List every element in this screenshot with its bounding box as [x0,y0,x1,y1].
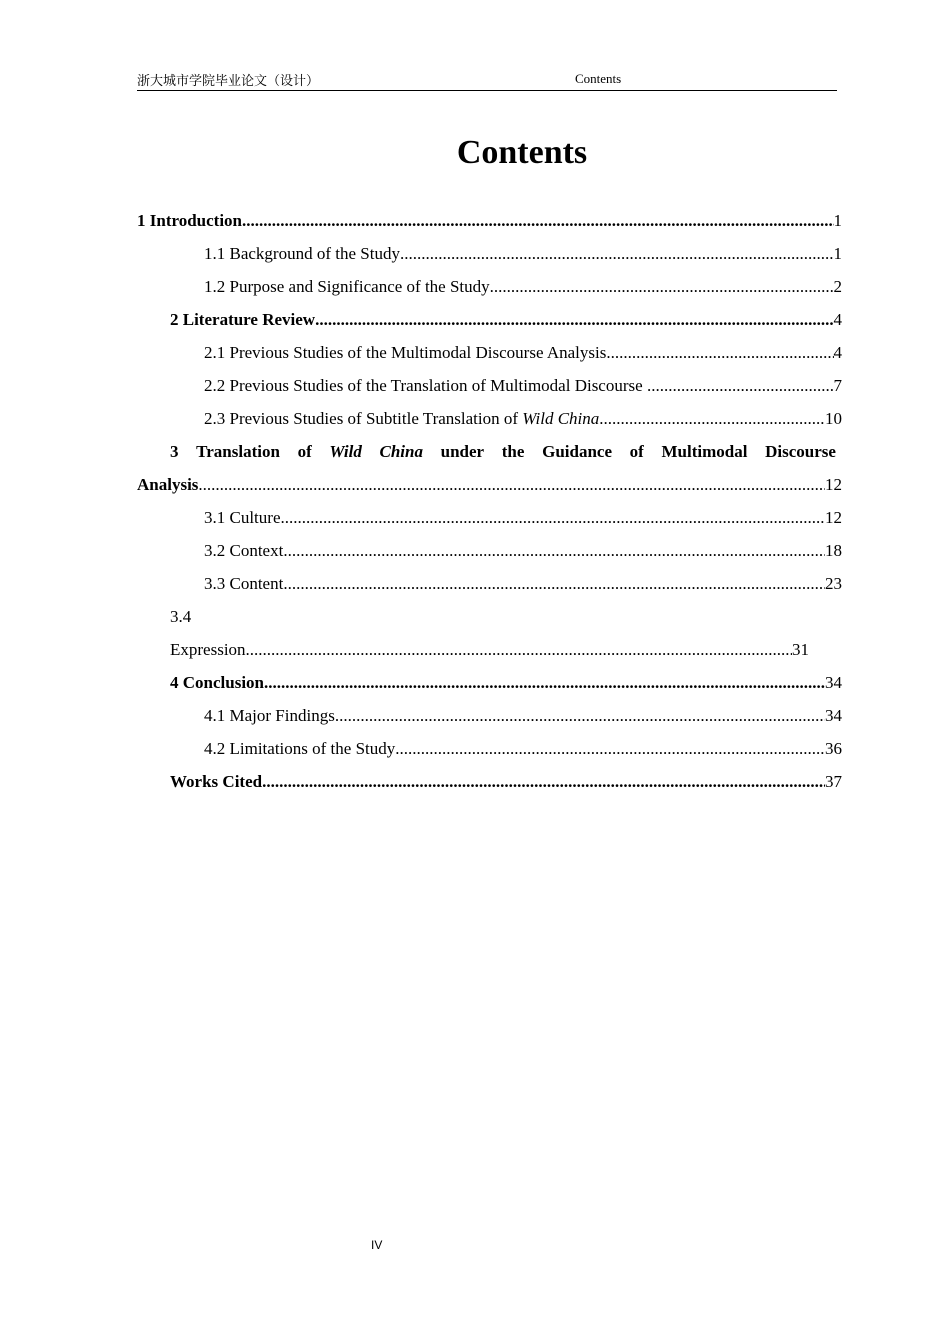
toc-label: 3.1 Culture [204,508,281,527]
toc-entry-multimodal-studies[interactable] [204,336,842,369]
toc-entry-translation-heading[interactable] [170,435,836,468]
toc-word: of [629,442,644,461]
toc-word: Wild [329,442,362,461]
toc-entry-purpose[interactable] [204,270,842,303]
toc-entry-content[interactable] [204,567,842,600]
toc-word: Translation [196,442,280,461]
toc-word: China [379,442,423,461]
toc-page: 4 [833,343,842,362]
toc-label: 4 Conclusion [170,673,264,692]
header-left: 浙大城市学院毕业论文（设计） [137,73,320,88]
toc-entry-culture[interactable] [204,501,842,534]
toc-label-text: 2.3 Previous Studies of Subtitle Translation of [204,409,523,428]
toc-page: 31 [792,640,809,659]
toc-leader [647,369,834,402]
toc-leader [315,303,833,336]
toc-leader [490,270,834,303]
toc-page: 1 [833,244,842,263]
toc-leader [599,402,825,435]
toc-leader [283,534,825,567]
toc-leader [400,237,834,270]
toc-label-italic: Wild China [522,409,600,428]
toc-word: Multimodal [661,442,748,461]
toc-entry-context[interactable] [204,534,842,567]
toc-leader [198,468,825,501]
toc-leader [283,567,825,600]
toc-entry-conclusion[interactable] [170,666,842,699]
toc-entry-major-findings[interactable] [204,699,842,732]
toc-leader [281,501,826,534]
toc-page: 12 [825,508,842,527]
toc-label: 1.1 Background of the Study [204,244,400,263]
toc-page: 23 [825,574,842,593]
toc-page: 2 [833,277,842,296]
page-title: Contents [456,134,588,171]
toc-page: 36 [825,739,842,758]
toc-page: 18 [825,541,842,560]
toc-label: 4.2 Limitations of the Study [204,739,396,758]
toc-page: 10 [825,409,842,428]
toc-entry-translation-studies[interactable] [204,369,842,402]
toc-leader [606,336,833,369]
toc-word: the [501,442,525,461]
toc-label: 1.2 Purpose and Significance of the Study [204,277,490,296]
toc-entry-background[interactable] [204,237,842,270]
toc-entry-literature-review[interactable] [170,303,842,336]
toc-page: 34 [825,706,842,725]
toc-word: of [297,442,312,461]
page-header [137,70,837,91]
toc-page: 4 [833,310,842,329]
toc-label: 1 Introduction [137,211,243,230]
toc-label: 3.3 Content [204,574,284,593]
toc-entry-expression[interactable] [170,633,809,666]
toc-page: 12 [825,475,842,494]
toc-leader [395,732,825,765]
toc-leader [262,765,825,798]
toc-page: 7 [833,376,842,395]
toc-leader [335,699,825,732]
toc-label: 2.1 Previous Studies of the Multimodal Discourse Analysis [204,343,607,362]
toc-entry-translation-heading-cont[interactable] [137,468,842,501]
toc-entry-introduction[interactable] [137,204,842,237]
toc-entry-works-cited[interactable] [170,765,842,798]
toc-label: 2 Literature Review [170,310,316,329]
toc-label: Analysis [137,475,199,494]
toc-entry-subtitle-studies[interactable] [204,402,842,435]
toc-word: 3 [170,442,179,461]
header-center: Contents [575,71,622,86]
toc-page: 34 [825,673,842,692]
toc-label: 3.2 Context [204,541,284,560]
toc-word: Guidance [542,442,612,461]
toc-leader [264,666,825,699]
toc-label: Expression [170,640,246,659]
toc-leader [246,633,792,666]
toc-word: Discourse [765,442,836,461]
toc-label: Works Cited [170,772,263,791]
toc-page: 1 [833,211,842,230]
toc-entry-limitations[interactable] [204,732,842,765]
toc-leader [242,204,833,237]
toc-word: under [440,442,485,461]
toc-label [204,402,599,435]
toc-entry-expression-number: 3.4 [170,607,192,626]
toc-page: 37 [825,772,842,791]
toc-label: 4.1 Major Findings [204,706,335,725]
page-number: IV [371,1238,383,1252]
toc-label: 2.2 Previous Studies of the Translation of Multimodal Discourse [204,376,647,395]
